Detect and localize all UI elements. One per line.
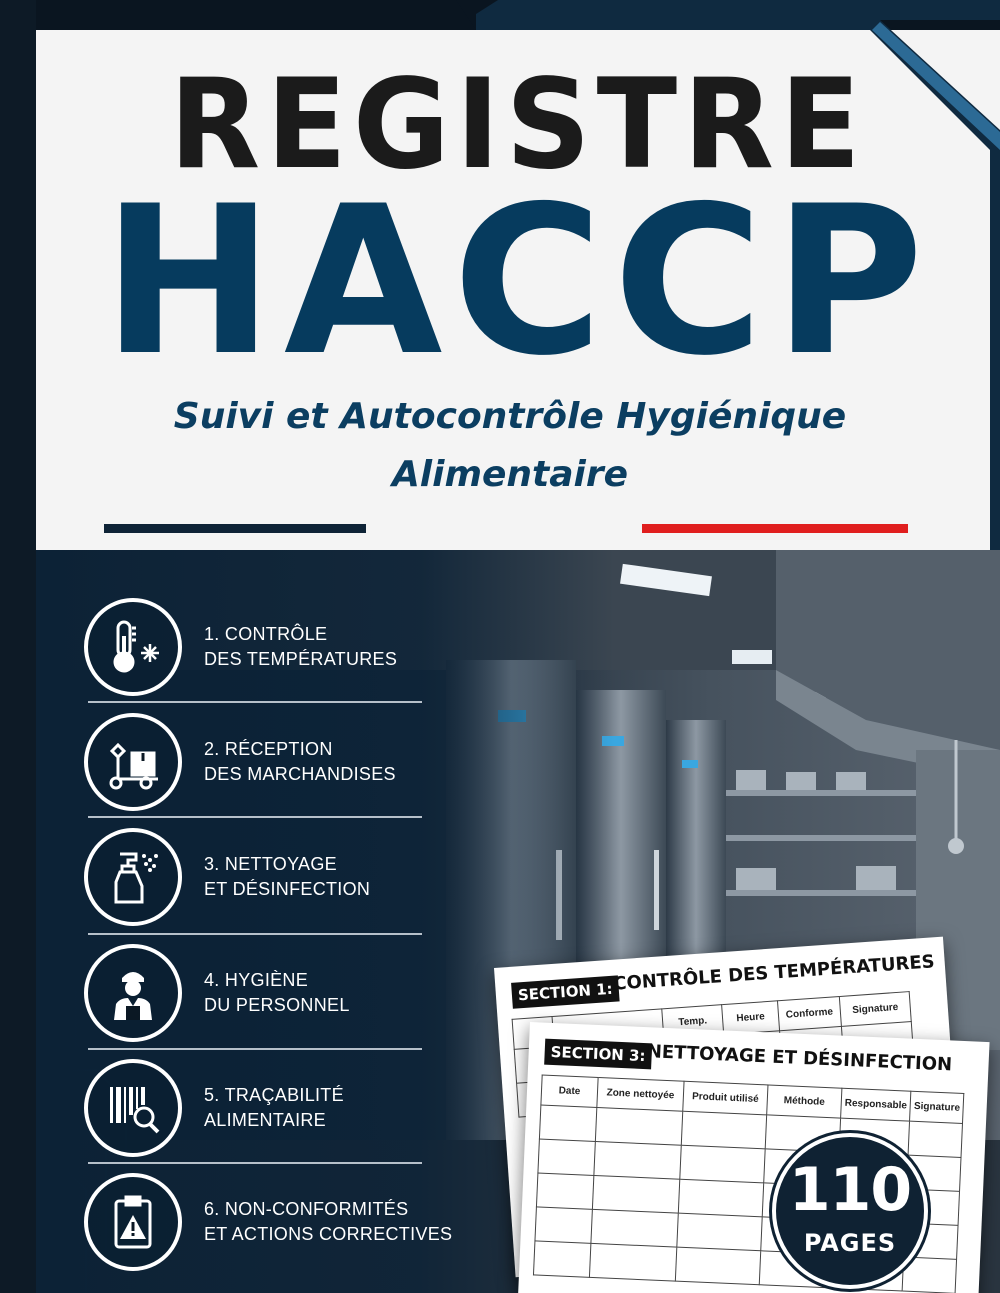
feature-divider [88, 701, 422, 703]
feature-staff-hygiene [84, 944, 424, 1050]
page-count-number: 110 [788, 1155, 912, 1225]
feature-line-1: 5. TRAÇABILITÉ [204, 1085, 344, 1105]
table-header: Date [541, 1075, 598, 1107]
section-tag: SECTION 1: [511, 975, 619, 1008]
table-header: Heure [722, 1001, 780, 1035]
feature-label [204, 1197, 452, 1247]
table-header: Zone nettoyée [597, 1078, 684, 1112]
feature-temperature-control [84, 598, 424, 704]
spray-bottle-icon [84, 828, 182, 926]
feature-label [204, 622, 397, 672]
table-header: Responsable [841, 1088, 911, 1121]
subtitle-line-1: Suivi et Autocontrôle Hygiénique [173, 396, 847, 437]
feature-line-1: 4. HYGIÈNE [204, 970, 309, 990]
feature-non-conformities [84, 1173, 453, 1279]
hand-truck-box-icon [84, 713, 182, 811]
feature-label [204, 1083, 344, 1133]
table-header: Méthode [767, 1085, 842, 1118]
feature-label [204, 737, 396, 787]
feature-traceability [84, 1059, 424, 1165]
feature-divider [88, 1162, 422, 1164]
thermometer-snowflake-icon [84, 598, 182, 696]
section-title: NETTOYAGE ET DÉSINFECTION [646, 1041, 953, 1076]
table-header: Produit utilisé [683, 1081, 768, 1115]
feature-label [204, 852, 370, 902]
table-header: Conforme [777, 996, 841, 1030]
title-registre: REGISTRE [169, 51, 867, 197]
section-title: CONTRÔLE DES TEMPÉRATURES [612, 951, 936, 995]
feature-divider [88, 816, 422, 818]
table-header: Signature [910, 1091, 964, 1123]
feature-divider [88, 1048, 422, 1050]
red-accent-bar [642, 524, 908, 533]
feature-line-2: DES TEMPÉRATURES [204, 649, 398, 669]
clipboard-warning-icon [84, 1173, 182, 1271]
feature-line-1: 6. NON-CONFORMITÉS [204, 1199, 409, 1219]
page-count-unit: PAGES [803, 1229, 897, 1257]
feature-line-1: 3. NETTOYAGE [204, 854, 337, 874]
title-haccp: HACCP [102, 163, 934, 401]
barcode-magnifier-icon [84, 1059, 182, 1157]
feature-line-2: DES MARCHANDISES [204, 764, 396, 784]
subtitle-line-2: Alimentaire [391, 454, 629, 495]
feature-line-2: ALIMENTAIRE [204, 1110, 326, 1130]
page-count-badge [772, 1133, 928, 1289]
feature-line-2: DU PERSONNEL [204, 995, 350, 1015]
table-header: Temp. [662, 1005, 724, 1039]
feature-line-1: 2. RÉCEPTION [204, 739, 333, 759]
feature-label [204, 968, 350, 1018]
chef-person-icon [84, 944, 182, 1042]
feature-line-2: ET ACTIONS CORRECTIVES [204, 1224, 453, 1244]
feature-divider [88, 933, 422, 935]
feature-goods-reception [84, 713, 424, 819]
table-header: Signature [839, 992, 911, 1027]
section-tag: SECTION 3: [544, 1039, 652, 1070]
feature-line-2: ET DÉSINFECTION [204, 879, 371, 899]
navy-accent-bar [104, 524, 366, 533]
feature-line-1: 1. CONTRÔLE [204, 624, 328, 644]
feature-cleaning [84, 828, 424, 934]
